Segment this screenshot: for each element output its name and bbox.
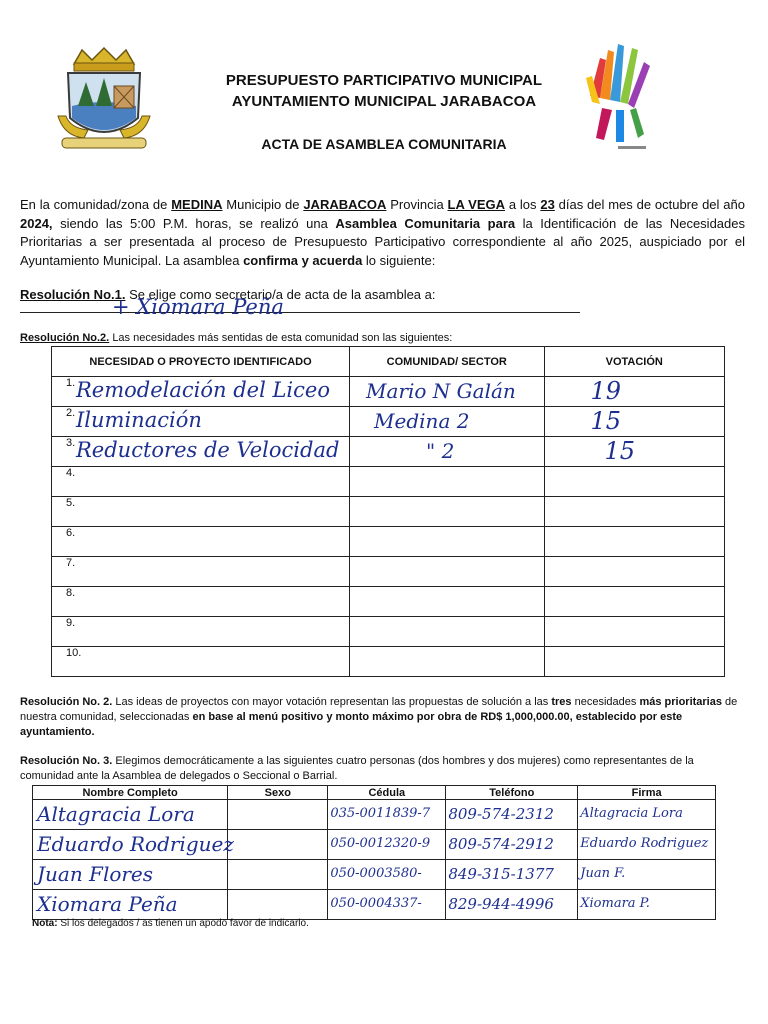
delegate-phone: 829-944-4996 (448, 895, 554, 913)
table-row: 3. Reductores de Velocidad " 2 15 (52, 437, 725, 467)
delegate-name: Juan Flores (37, 862, 154, 886)
delegate-sex (228, 890, 328, 920)
table-row: 8. (52, 587, 725, 617)
delegates-note: Nota: Si los delegados / as tienen un apodo favor de indicarlo. (32, 918, 309, 929)
col-sex-header: Sexo (228, 786, 328, 800)
delegate-name: Altagracia Lora (37, 802, 195, 826)
resolution-1: Resolución No.1. Se elige como secretario/a de acta de la asamblea a: (20, 287, 436, 302)
resolution-2-heading: Resolución No.2. Las necesidades más sentidas de esta comunidad son las siguientes: (20, 332, 453, 344)
delegate-signature: Eduardo Rodriguez (580, 836, 709, 851)
vote-value: 15 (590, 407, 622, 435)
delegate-signature: Juan F. (580, 866, 626, 881)
table-row (33, 800, 716, 830)
province-name: LA VEGA (447, 197, 506, 212)
delegate-id: 050-0012320-9 (330, 836, 431, 851)
day-number: 23 (540, 197, 555, 212)
resolution-2b: Resolución No. 2. Las ideas de proyectos con mayor votación representan las propuestas de solución a las tres necesidades más prioritarias de nuestra comunidad, seleccionadas en base al menú positivo y monto máximo por obra de RD$ 1,000,000.00, establecido por este ayuntamiento. (20, 696, 738, 738)
table-row: 10. (52, 647, 725, 677)
delegate-phone: 849-315-1377 (448, 865, 554, 883)
community-name: MEDINA (171, 197, 223, 212)
delegate-sex (228, 830, 328, 860)
delegate-name: Xiomara Peña (37, 892, 178, 916)
col-community-header: COMUNIDAD/ SECTOR (350, 347, 544, 377)
table-row: 6. (52, 527, 725, 557)
table-row (33, 830, 716, 860)
delegate-sex (228, 800, 328, 830)
table-row (33, 890, 716, 920)
need-value: Remodelación del Liceo (76, 378, 330, 402)
delegate-sex (228, 860, 328, 890)
table-row: 2. Iluminación Medina 2 15 (52, 407, 725, 437)
delegate-id: 035-0011839-7 (330, 806, 431, 821)
year-value: 2024, (20, 215, 53, 231)
col-sign-header: Firma (578, 786, 716, 800)
delegate-phone: 809-574-2312 (448, 805, 554, 823)
community-value: Mario N Galán (366, 379, 516, 403)
col-need-header: NECESIDAD O PROYECTO IDENTIFICADO (52, 347, 350, 377)
title-line-2: AYUNTAMIENTO MUNICIPAL JARABACOA (231, 93, 537, 110)
title-line-1: PRESUPUESTO PARTICIPATIVO MUNICIPAL (225, 72, 543, 89)
need-value: Reductores de Velocidad (76, 438, 340, 462)
delegate-id: 050-0003580- (330, 866, 422, 881)
delegate-name: Eduardo Rodriguez (37, 832, 234, 856)
secretary-name: + Xiomara Peña (112, 295, 284, 319)
vote-value: 15 (604, 437, 636, 465)
delegate-signature: Altagracia Lora (580, 806, 683, 821)
table-row: 7. (52, 557, 725, 587)
delegate-phone: 809-574-2912 (448, 835, 554, 853)
vote-value: 19 (590, 377, 622, 405)
col-phone-header: Teléfono (446, 786, 578, 800)
needs-table-header (52, 347, 725, 377)
col-vote-header: VOTACIÓN (544, 347, 724, 377)
community-value: " 2 (426, 439, 455, 463)
table-row: 1. Remodelación del Liceo Mario N Galán 19 (52, 377, 725, 407)
delegates-table (32, 785, 716, 920)
municipality-name: JARABACOA (303, 197, 387, 212)
col-id-header: Cédula (328, 786, 446, 800)
col-name-header: Nombre Completo (33, 786, 228, 800)
table-row: 4. (52, 467, 725, 497)
table-row: 5. (52, 497, 725, 527)
delegate-id: 050-0004337- (330, 896, 422, 911)
community-value: Medina 2 (374, 409, 470, 433)
delegates-header (33, 786, 716, 800)
document-subtitle: ACTA DE ASAMBLEA COMUNITARIA (261, 136, 507, 152)
needs-table (51, 346, 725, 677)
table-row (33, 860, 716, 890)
intro-paragraph: En la comunidad/zona de MEDINA Municipio de JARABACOA Provincia LA VEGA a los 23 días del mes de octubre del año 2024, siendo las 5:00 P.M. horas, se realizó una Asamblea Comunitaria para la Identificación de las Necesidades Prioritarias a ser presentada al proceso de Presupuesto Participativo correspondiente al año 2025, auspiciado por el Ayuntamiento Municipal. La asamblea confirma y acuerda lo siguiente: (20, 197, 745, 268)
need-value: Iluminación (76, 408, 202, 432)
table-row: 9. (52, 617, 725, 647)
delegate-signature: Xiomara P. (580, 896, 650, 911)
resolution-3: Resolución No. 3. Elegimos democráticamente a las siguientes cuatro personas (dos hombres y dos mujeres) como representantes de la comunidad ante la Asamblea de delegados o Seccional o Barrial. (20, 755, 694, 782)
secretary-line (20, 312, 580, 313)
